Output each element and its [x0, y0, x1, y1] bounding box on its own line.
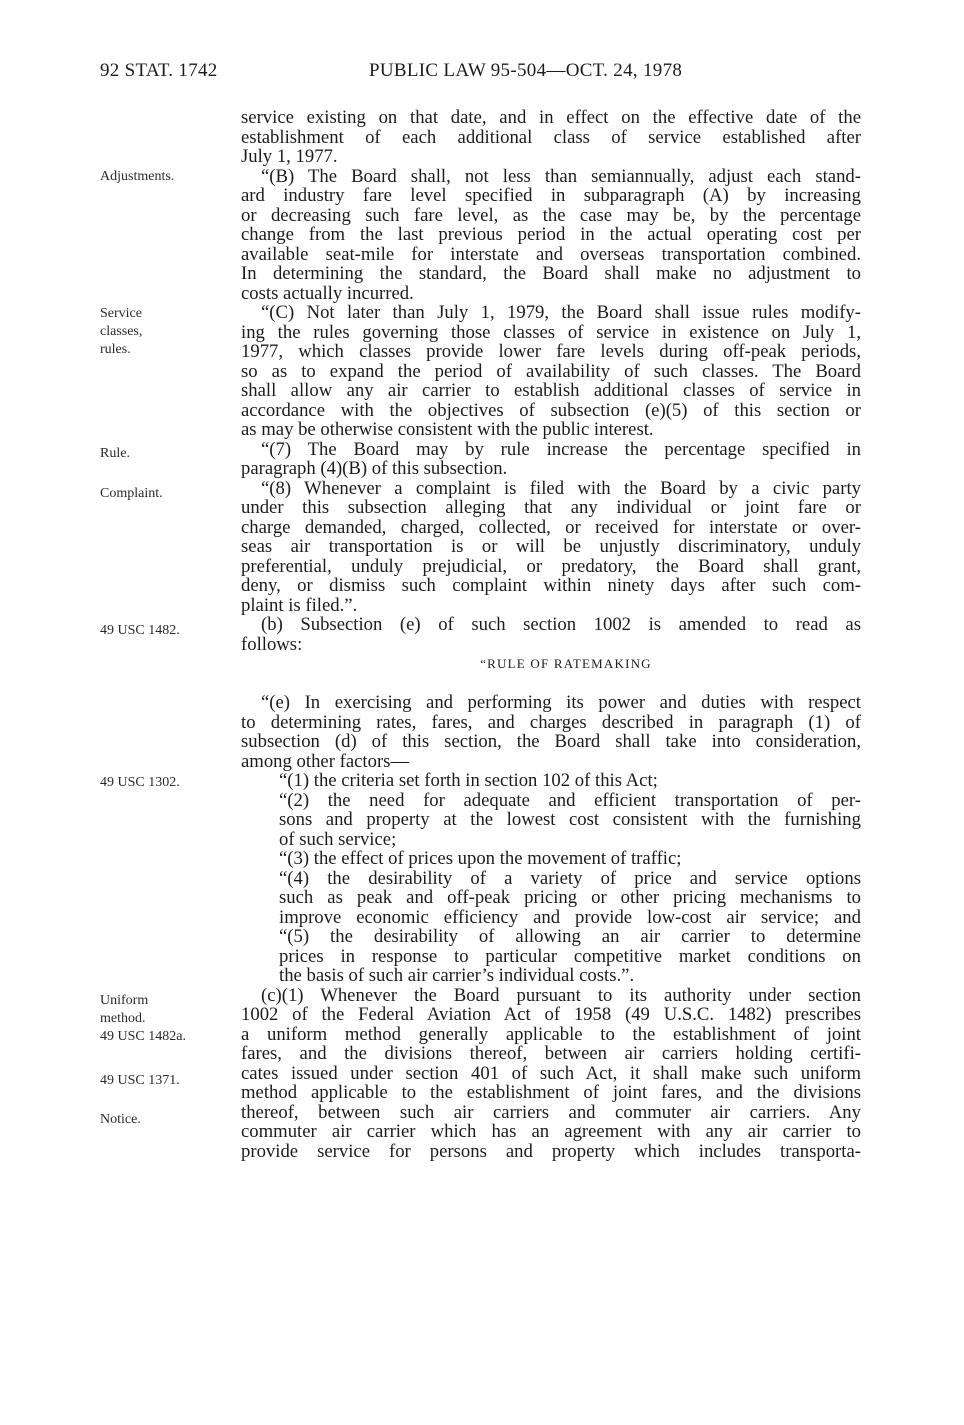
margin-note-service: Service: [100, 306, 142, 321]
text-line: of such service;: [279, 828, 397, 850]
text-line: 1002 of the Federal Aviation Act of 1958 (49 U.S.C. 1482) prescribes: [241, 1004, 861, 1025]
text-line: July 1, 1977.: [241, 146, 338, 167]
text-line: shall allow any air carrier to establish additional classes of service in: [241, 380, 861, 401]
text-line: as may be otherwise consistent with the public interest.: [241, 419, 654, 440]
text-line: “(e) In exercising and performing its power and duties with respect: [261, 692, 861, 713]
text-line: plaint is filed.”.: [241, 594, 358, 616]
text-line: “(4) the desirability of a variety of price and service options: [279, 867, 861, 889]
text-line: “(C) Not later than July 1, 1979, the Board shall issue rules modify-: [261, 302, 861, 323]
text-line: deny, or dismiss such complaint within ninety days after such com-: [241, 575, 861, 596]
text-line: (b) Subsection (e) of such section 1002 is amended to read as: [261, 614, 861, 635]
text-line: accordance with the objectives of subsection (e)(5) of this section or: [241, 399, 861, 421]
text-line: or decreasing such fare level, as the case may be, by the percentage: [241, 204, 861, 226]
margin-note-49-usc-1371: 49 USC 1371.: [100, 1073, 180, 1088]
blank-line: [241, 674, 861, 694]
text-line: “(B) The Board shall, not less than semiannually, adjust each stand-: [261, 165, 861, 187]
text-line: prices in response to particular competitive market conditions on: [279, 945, 861, 967]
text-line: “(3) the effect of prices upon the movement of traffic;: [279, 848, 682, 869]
text-line: subsection (d) of this section, the Board shall take into consideration,: [241, 731, 861, 752]
text-line: follows:: [241, 633, 303, 655]
text-line: establishment of each additional class of service established after: [241, 126, 861, 148]
margin-note-49-usc-1482a: 49 USC 1482a.: [100, 1029, 186, 1044]
margin-note-method: method.: [100, 1011, 146, 1026]
text-line: “(5) the desirability of allowing an air carrier to determine: [279, 926, 861, 947]
page-number-header: 92 STAT. 1742: [100, 60, 218, 81]
text-line: method applicable to the establishment of joint fares, and the divisions: [241, 1082, 861, 1103]
text-line: so as to expand the period of availability of such classes. The Board: [241, 360, 861, 382]
text-line: cates issued under section 401 of such Act, it shall make such uniform: [241, 1062, 861, 1084]
text-line: such as peak and off-peak pricing or other pricing mechanisms to: [279, 887, 861, 908]
text-line: among other factors—: [241, 750, 410, 772]
text-line: seas air transportation is or will be unjustly discriminatory, unduly: [241, 536, 861, 557]
text-line: the basis of such air carrier’s individual costs.”.: [279, 965, 635, 986]
text-line: “(7) The Board may by rule increase the percentage specified in: [261, 438, 861, 460]
margin-note-uniform: Uniform: [100, 993, 149, 1008]
margin-note-complaint: Complaint.: [100, 486, 163, 501]
margin-note-classes: classes,: [100, 324, 143, 339]
text-line: 1977, which classes provide lower fare levels during off-peak periods,: [241, 341, 861, 362]
text-line: sons and property at the lowest cost consistent with the furnishing: [279, 809, 861, 830]
text-line: “(2) the need for adequate and efficient transportation of per-: [279, 789, 861, 811]
text-line: costs actually incurred.: [241, 282, 414, 304]
text-line: preferential, unduly prejudicial, or predatory, the Board shall grant,: [241, 555, 861, 577]
margin-note-adjustments: Adjustments.: [100, 169, 175, 184]
text-line: ard industry fare level specified in subparagraph (A) by increasing: [241, 185, 861, 206]
text-line: improve economic efficiency and provide low-cost air service; and: [279, 906, 861, 928]
text-line: change from the last previous period in the actual operating cost per: [241, 224, 861, 245]
margin-note-rule: Rule.: [100, 446, 130, 461]
text-line: charge demanded, charged, collected, or received for interstate or over-: [241, 516, 861, 538]
text-line: provide service for persons and property which includes transporta-: [241, 1140, 861, 1162]
text-line: ing the rules governing those classes of service in existence on July 1,: [241, 321, 861, 343]
statute-body-text: [241, 108, 861, 1161]
text-line: under this subsection alleging that any individual or joint fare or: [241, 497, 861, 518]
text-line: “(1) the criteria set forth in section 102 of this Act;: [279, 770, 658, 791]
text-line: paragraph (4)(B) of this subsection.: [241, 458, 508, 479]
public-law-citation-header: PUBLIC LAW 95-504—OCT. 24, 1978: [369, 60, 683, 81]
text-line: to determining rates, fares, and charges described in paragraph (1) of: [241, 711, 861, 733]
text-line: thereof, between such air carriers and commuter air carriers. Any: [241, 1101, 861, 1123]
text-line: commuter air carrier which has an agreement with any air carrier to: [241, 1121, 861, 1142]
text-line: fares, and the divisions thereof, between air carriers holding certifi-: [241, 1043, 861, 1064]
text-line: In determining the standard, the Board shall make no adjustment to: [241, 263, 861, 284]
text-line: (c)(1) Whenever the Board pursuant to its authority under section: [261, 984, 861, 1006]
section-heading: “RULE OF RATEMAKING: [480, 656, 652, 671]
text-line: “(8) Whenever a complaint is filed with the Board by a civic party: [261, 477, 861, 499]
margin-note-49-usc-1482: 49 USC 1482.: [100, 623, 180, 638]
margin-note-notice: Notice.: [100, 1112, 141, 1127]
text-line: a uniform method generally applicable to the establishment of joint: [241, 1023, 861, 1045]
text-line: service existing on that date, and in effect on the effective date of the: [241, 107, 861, 128]
margin-note-49-usc-1302: 49 USC 1302.: [100, 775, 180, 790]
text-line: available seat-mile for interstate and overseas transportation combined.: [241, 243, 861, 265]
margin-note-rules: rules.: [100, 342, 131, 357]
